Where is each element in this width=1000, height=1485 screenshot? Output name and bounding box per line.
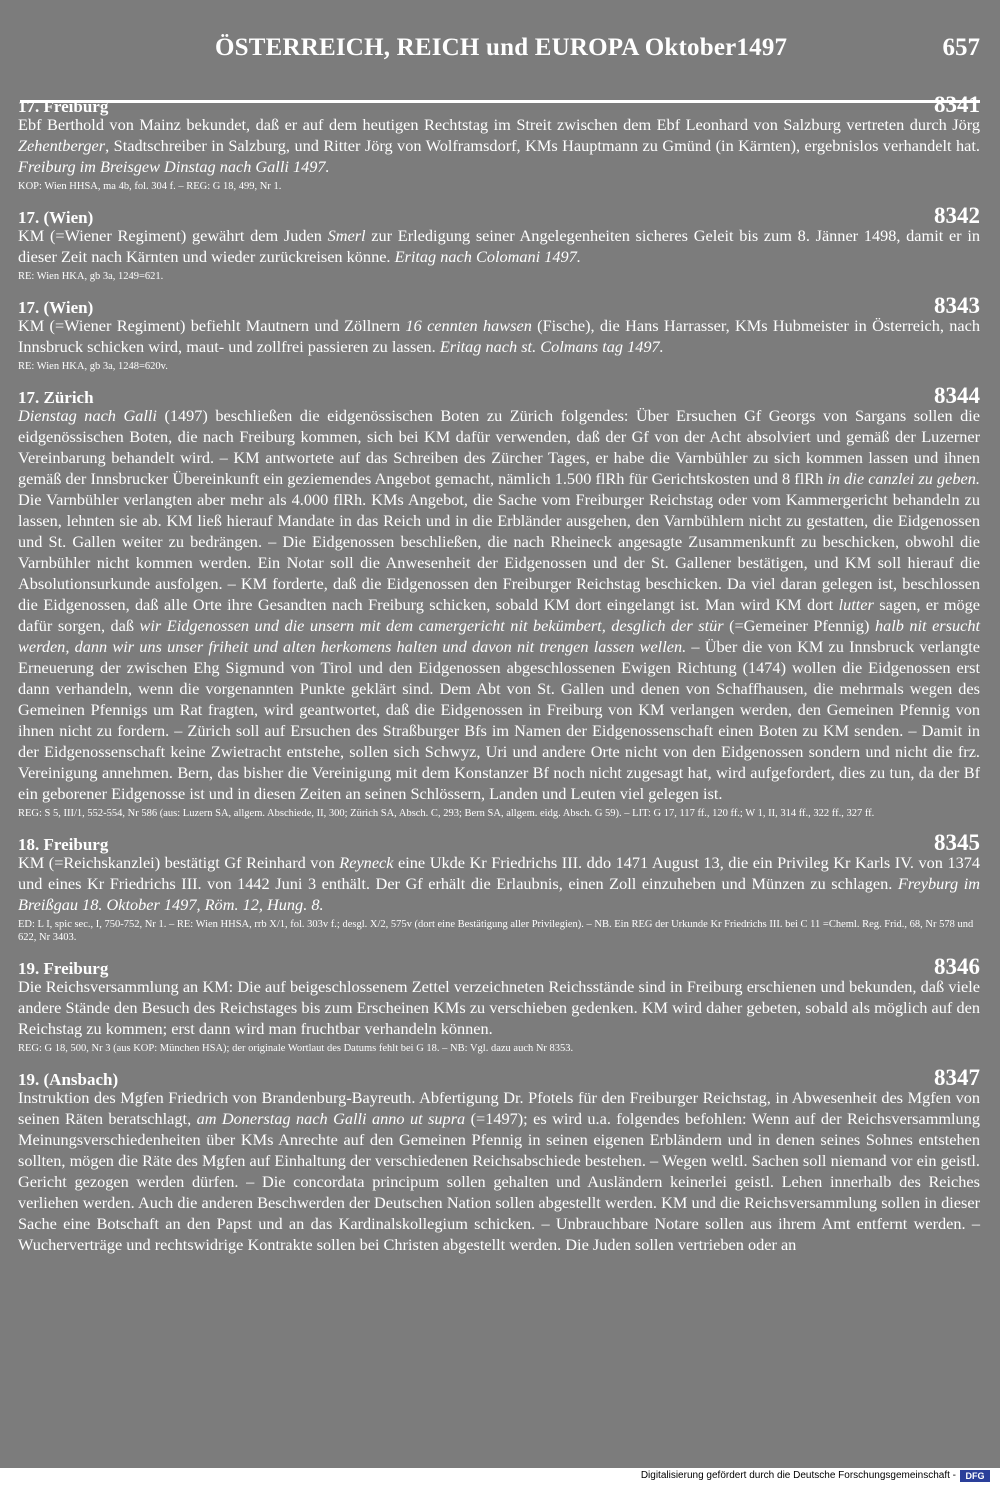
entry-body xyxy=(18,976,980,1039)
entry-header xyxy=(18,92,980,117)
entry-note: RE: Wien HKA, gb 3a, 1248=620v. xyxy=(18,361,168,372)
entry-header xyxy=(18,830,980,855)
text-run: (Fische), die Hans Harrasser, KMs Hubmeister in Österreich, nach Innsbruck schicken wird, maut- und zollfrei passieren zu lassen. xyxy=(18,316,980,356)
entry-8346 xyxy=(18,954,980,1055)
page-footer xyxy=(0,1468,1000,1485)
text-run: (=Gemeiner Pfennig) xyxy=(723,616,875,635)
entry-number: 8343 xyxy=(934,293,980,318)
italic-text-run: Reyneck xyxy=(339,853,394,872)
text-run: (=1497); es wird u.a. folgendes befohlen: Wenn auf der Reichsversammlung Meinungsverschiedenheiten über KMs Anrechte auf den Gemeinen Pfennig in seinen eigenen Erbländern und in denen seines Sohnes entstehen sollten, mögen die Räte des Mgfen auf Einhaltung der verschiedenen Reichsabschiede bestehen. – Wegen weltl. Sachen soll niemand vor ein geistl. Gericht gezogen werden dürfen. – Die concordata principum sollen gehalten und Ausländern keinerlei geistl. Lehen innerhalb des Reiches verliehen werden. Auch die anderen Beschwerden der Deutschen Nation sollen abgestellt werden. KM und die Reichsversammlung sollen in dieser Sache eine Botschaft an den Papst und an das Kardinalskollegium schicken. – Unbrauchbare Notare sollen aus ihrem Amt entfernt werden. – Wucherverträge und rechtswidrige Kontrakte sollen bei Christen abgestellt werden. Die Juden sollen vertrieben oder an xyxy=(18,1109,980,1254)
text-run: Die Reichsversammlung an KM: Die auf beigeschlossenem Zettel verzeichneten Reichsstände sind in Freiburg erschienen und bekunden, daß viele andere Stände den Besuch des Reichstages bis zum Erscheinen KMs zu verschieben gedenken. KM wird daher gebeten, sobald als möglich auf den Reichstag zu kommen; erst dann wird man fruchtbar verhandeln können. xyxy=(18,977,980,1038)
entry-number: 8347 xyxy=(934,1065,980,1090)
italic-text-run: Eritag nach Colomani 1497. xyxy=(394,247,581,266)
entry-note: REG: G 18, 500, Nr 3 (aus KOP: München HSA); der originale Wortlaut des Datums fehlt bei G 18. – NB: Vgl. dazu auch Nr 8353. xyxy=(18,1043,574,1054)
page-header xyxy=(0,30,1000,74)
text-run: Instruktion des Mgfen Friedrich von Brandenburg-Bayreuth. Abfertigung Dr. Pfotels für den Freiburger Reichstag, in Abwesenheit des Mgfen von seinen Räten beratschlagt, xyxy=(18,1088,980,1128)
entry-note: ED: L I, spic sec., I, 750-752, Nr 1. – RE: Wien HHSA, rrb X/1, fol. 303v f.; desgl. X/2, 575v (dort eine Bestätigung aller Privilegien). – NB. Ein REG der Urkunde Kr Friedrichs III. bei C 11 =Cheml. Reg. Frid., 68, Nr 578 und 622, Nr 3403. xyxy=(18,919,974,943)
entry-date: 17. (Wien) xyxy=(18,298,94,317)
entry-body xyxy=(18,225,980,267)
entry-body xyxy=(18,405,980,804)
entry-header xyxy=(18,383,980,408)
entry-date: 17. Zürich xyxy=(18,388,94,407)
italic-text-run: Dienstag nach Galli xyxy=(18,406,157,425)
text-run: zur Erledigung seiner Angelegenheiten sicheres Geleit bis zum 8. Jänner 1498, damit er in dieser Zeit nach Kärnten und wieder zurückreisen könne. xyxy=(18,226,980,266)
italic-text-run: 16 cennten hawsen xyxy=(405,316,532,335)
entry-note: REG: S 5, III/1, 552-554, Nr 586 (aus: Luzern SA, allgem. Abschiede, II, 300; Zürich SA, Absch. C, 293; Bern SA, allgem. eidg. Absch. G 59). – LIT: G 17, 117 ff., 120 ff.; W 1, II, 314 ff., 322 ff., 327 ff. xyxy=(18,808,875,819)
entry-header xyxy=(18,1065,980,1090)
entry-number: 8345 xyxy=(934,830,980,855)
page-number: 657 xyxy=(942,34,980,61)
running-title: ÖSTERREICH, REICH und EUROPA Oktober1497 xyxy=(215,34,788,61)
entry-list xyxy=(18,92,980,1265)
text-run: , Stadtschreiber in Salzburg, und Ritter Jörg von Wolframsdorf, KMs Hauptmann zu Gmünd (in Kärnten), ergebnislos verhandelt hat. xyxy=(105,136,980,155)
dfg-logo: DFG xyxy=(960,1470,990,1482)
entry-8342 xyxy=(18,203,980,283)
entry-body xyxy=(18,852,980,915)
entry-number: 8342 xyxy=(934,203,980,228)
italic-text-run: lutter xyxy=(838,595,874,614)
text-run: KM (=Wiener Regiment) befiehlt Mautnern und Zöllnern xyxy=(18,316,406,335)
italic-text-run: wir Eidgenossen und die unsern mit dem camergericht nit bekümbert, desglich der stür xyxy=(139,616,724,635)
entry-8347 xyxy=(18,1065,980,1255)
entry-note: RE: Wien HKA, gb 3a, 1249=621. xyxy=(18,271,164,282)
entry-date: 19. Freiburg xyxy=(18,959,109,978)
entry-number: 8341 xyxy=(934,92,980,117)
entry-number: 8344 xyxy=(934,383,980,408)
entry-date: 17. (Wien) xyxy=(18,208,94,227)
italic-text-run: am Donerstag nach Galli anno ut supra xyxy=(196,1109,466,1128)
italic-text-run: Zehentberger xyxy=(18,136,106,155)
text-run: KM (=Reichskanzlei) bestätigt Gf Reinhard von xyxy=(18,853,340,872)
entry-body xyxy=(18,1087,980,1255)
entry-note: KOP: Wien HHSA, ma 4b, fol. 304 f. – REG: G 18, 499, Nr 1. xyxy=(18,181,282,192)
italic-text-run: halb nit ersucht werden, dann wir uns unser friheit und alten herkomens halten und davon nit trengen lassen wellen. xyxy=(18,616,980,656)
text-run: (1497) beschließen die eidgenössischen Boten zu Zürich folgendes: Über Ersuchen Gf Georgs von Sargans sollen die eidgenössischen Boten, die nach Freiburg kommen, sich bei KM dafür verwenden, daß der Gf von der Acht absolviert und gemäß der Luzerner Vereinbarung behandelt wird. – KM antwortete auf das Schreiben des Zürcher Tages, er habe die Varnbühler zu sich kommen lassen und ihnen gemäß der Innsbrucker Übereinkunft ein geziemendes Angebot gemacht, nämlich 1.500 flRh für Gerichtskosten und 8 flRh xyxy=(18,406,981,488)
italic-text-run: Freyburg im Breißgau 18. Oktober 1497, Röm. 12, Hung. 8. xyxy=(18,874,980,914)
funding-notice: Digitalisierung gefördert durch die Deutsche Forschungsgemeinschaft - xyxy=(640,1470,956,1481)
italic-text-run: Smerl xyxy=(327,226,366,245)
entry-number: 8346 xyxy=(934,954,980,979)
entry-date: 19. (Ansbach) xyxy=(18,1070,119,1089)
entry-8344 xyxy=(18,383,980,820)
entry-date: 17. Freiburg xyxy=(18,97,109,116)
entry-date: 18. Freiburg xyxy=(18,835,109,854)
text-run: sagen, er möge dafür sorgen, daß xyxy=(18,595,981,635)
italic-text-run: Freiburg im Breisgew Dinstag nach Galli 1497. xyxy=(18,157,330,176)
entry-8343 xyxy=(18,293,980,373)
entry-body xyxy=(18,114,980,177)
text-run: – Über die von KM zu Innsbruck verlangte Erneuerung der zwischen Ehg Sigmund von Tirol und den Eidgenossen abgeschlossenen Ewigen Richtung (1474) wollen die Eidgenossen erst dann verhandeln, wenn die vorgenannten Punkte geklärt sind. Dem Abt von St. Gallen und denen von Schaffhausen, die mehrmals wegen des Gemeinen Pfennigs um Rat fragten, wird geantwortet, daß die Eidgenossen in Freiburg von KM verlangen werden, den Gemeinen Pfennig von ihnen nicht zu fordern. – Zürich soll auf Ersuchen des Straßburger Bfs im Namen der Eidgenossenschaft einen Boten zu KM senden. – Damit in der Eidgenossenschaft keine Zwietracht entstehe, sollen sich Schwyz, Uri und andere Orte nicht von den Eidgenossen sondern und nicht die frz. Vereinigung annehmen. Bern, das bisher die Vereinigung mit dem Konstanzer Bf noch nicht zugesagt hat, wird aufgefordert, dies zu tun, da der Bf ein geborener Eidgenosse ist und in diesen Zeiten an seinen Schlössern, Landen und Leuten viel gelegen ist. xyxy=(18,637,980,803)
text-run: Die Varnbühler verlangten aber mehr als 4.000 flRh. KMs Angebot, die Sache vom Freiburger Reichstag oder vom Kammergericht behandeln zu lassen, lehnten sie ab. KM ließ hierauf Mandate in das Reich und in die Erbländer ausgehen, den Varnbühlern nicht zu gestatten, die Eidgenossen und St. Gallen weiter zu bedrängen. – Die Eidgenossen beschließen, die nach Rheineck angesagte Zusammenkunft zu beschicken, obwohl die Varnbühler nicht kommen werden. Ein Notar soll die Anwesenheit der Eidgenossen und der St. Gallener bestätigen, und KM soll hierauf die Absolutionsurkunde ausfolgen. – KM forderte, daß die Eidgenossen den Freiburger Reichstag beschicken. Da viel daran gelegen ist, beschlossen die Eidgenossen, daß alle Orte ihre Gesandten nach Freiburg schicken, sobald KM dort eingelangt ist. Man wird KM dort xyxy=(18,490,980,614)
text-run: eine Ukde Kr Friedrichs III. ddo 1471 August 13, die ein Privileg Kr Karls IV. von 1374 und eines Kr Friedrichs III. von 1442 Juni 3 enthält. Der Gf erhält die Erlaubnis, einen Zoll einzuheben und Münzen zu schlagen. xyxy=(18,853,981,893)
entry-8341 xyxy=(18,92,980,193)
entry-8345 xyxy=(18,830,980,944)
italic-text-run: in die canzlei zu geben. xyxy=(827,469,980,488)
text-run: KM (=Wiener Regiment) gewährt dem Juden xyxy=(18,226,328,245)
entry-header xyxy=(18,954,980,979)
entry-header xyxy=(18,293,980,318)
entry-header xyxy=(18,203,980,228)
entry-body xyxy=(18,315,980,357)
italic-text-run: Eritag nach st. Colmans tag 1497. xyxy=(439,337,664,356)
text-run: Ebf Berthold von Mainz bekundet, daß er auf dem heutigen Rechtstag im Streit zwischen dem Ebf Leonhard von Salzburg vertreten durch Jörg xyxy=(18,115,980,134)
